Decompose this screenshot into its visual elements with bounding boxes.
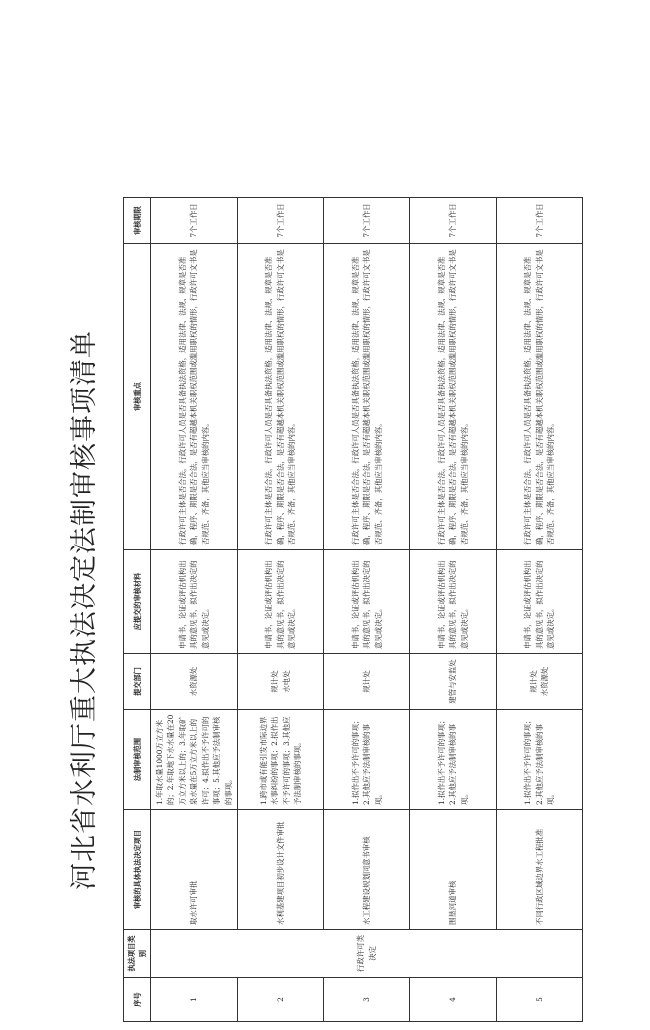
dept-cell [496, 654, 582, 710]
dept-name: 规计处 [528, 670, 538, 693]
deadline-cell: 7个工作日 [151, 198, 238, 244]
header-cell: 审核期限 [124, 198, 151, 244]
row-number: 4 [410, 978, 496, 1022]
focus-cell: 行政许可主体是否合法，行政许可人员是否具备执法资格，适用法律、法规、规章是否准确，程序、期限是否合法，是否有超越本机关职权范围或滥用职权的情形，行政许可文书是否规范、齐备，其他应当审核的内容。 [324, 244, 410, 550]
scope-cell: 1.拟作出不予许可的事项；2.其他应予法制审核的事项。 [410, 710, 496, 810]
deadline-cell: 7个工作日 [410, 198, 496, 244]
dept-name: 规计处 [270, 670, 280, 693]
dept-name: 水电处 [281, 670, 291, 693]
header-cell: 审核的具体执法决定项目 [124, 810, 151, 930]
page-title: 河北省水利厅重大执法决定法制审核事项清单 [69, 330, 100, 890]
dept-cell [237, 654, 323, 710]
dept-name: 水资源处 [540, 666, 550, 697]
category-cell: 行政许可类决定 [151, 930, 583, 978]
focus-cell: 行政许可主体是否合法，行政许可人员是否具备执法资格，适用法律、法规、规章是否准确，程序、期限是否合法，是否有超越本机关职权范围或滥用职权的情形，行政许可文书是否规范、齐备，其他应当审核的内容。 [237, 244, 323, 550]
header-cell: 审核重点 [124, 244, 151, 550]
table-header-row [124, 198, 151, 1022]
table-row [496, 198, 582, 1022]
row-number: 5 [496, 978, 582, 1022]
table-row [324, 198, 410, 1022]
table-row [410, 198, 496, 1022]
item-cell: 水工程建设规划同意书审核 [324, 810, 410, 930]
header-cell: 法制审核范围 [124, 710, 151, 810]
table-row [151, 198, 238, 1022]
materials-cell: 申请书，论证或评估机构出具的意见书，拟作出决定的意见或决定。 [410, 550, 496, 654]
scope-cell: 1.拟作出不予许可的事项；2.其他应予法制审核的事项。 [496, 710, 582, 810]
materials-cell: 申请书，论证或评估机构出具的意见书，拟作出决定的意见或决定。 [324, 550, 410, 654]
document-page [55, 190, 595, 1030]
scope-cell: 1.拟作出不予许可的事项；2.其他应予法制审核的事项。 [324, 710, 410, 810]
materials-cell: 申请书，论证或评估机构出具的意见书，拟作出决定的意见或决定。 [237, 550, 323, 654]
item-cell: 不同行政区域边界水工程批准 [496, 810, 582, 930]
header-cell: 提交部门 [124, 654, 151, 710]
row-number: 2 [237, 978, 323, 1022]
materials-cell: 申请书，论证或评估机构出具的意见书，拟作出决定的意见或决定。 [151, 550, 238, 654]
item-cell: 取水许可审批 [151, 810, 238, 930]
header-cell: 序号 [124, 978, 151, 1022]
table-row [237, 198, 323, 1022]
deadline-cell: 7个工作日 [237, 198, 323, 244]
row-number: 1 [151, 978, 238, 1022]
item-cell: 围垦河道审核 [410, 810, 496, 930]
dept-name: 规计处 [362, 670, 372, 693]
dept-cell [324, 654, 410, 710]
deadline-cell: 7个工作日 [496, 198, 582, 244]
focus-cell: 行政许可主体是否合法，行政许可人员是否具备执法资格，适用法律、法规、规章是否准确，程序、期限是否合法，是否有超越本机关职权范围或滥用职权的情形，行政许可文书是否规范、齐备，其他应当审核的内容。 [151, 244, 238, 550]
scope-cell: 1.年取水量1000万立方米的；2.年取地下水水量在20万立方米以上的；3.年取矿泉水量在5万立方米以上的许可；4.拟作出不予许可的事项；5.其他应予法制审核的事项。 [151, 710, 238, 810]
focus-cell: 行政许可主体是否合法，行政许可人员是否具备执法资格，适用法律、法规、规章是否准确，程序、期限是否合法，是否有超越本机关职权范围或滥用职权的情形，行政许可文书是否规范、齐备，其他应当审核的内容。 [496, 244, 582, 550]
deadline-cell: 7个工作日 [324, 198, 410, 244]
dept-name: 建管与安监处 [448, 659, 458, 704]
review-items-table [123, 197, 583, 1022]
materials-cell: 申请书，论证或评估机构出具的意见书，拟作出决定的意见或决定。 [496, 550, 582, 654]
dept-cell [410, 654, 496, 710]
dept-cell [151, 654, 238, 710]
focus-cell: 行政许可主体是否合法，行政许可人员是否具备执法资格，适用法律、法规、规章是否准确，程序、期限是否合法，是否有超越本机关职权范围或滥用职权的情形，行政许可文书是否规范、齐备，其他应当审核的内容。 [410, 244, 496, 550]
row-number: 3 [324, 978, 410, 1022]
header-cell: 应提交的审核材料 [124, 550, 151, 654]
scope-cell: 1.跨市或有能引发市际边界水事纠纷的事项；2.拟作出不予许可的事项；3.其他应予法制审核的事项。 [237, 710, 323, 810]
item-cell: 水利基建项目初步设计文件审批 [237, 810, 323, 930]
dept-name: 水资源处 [189, 666, 199, 697]
header-cell: 执法项目类别 [124, 930, 151, 978]
